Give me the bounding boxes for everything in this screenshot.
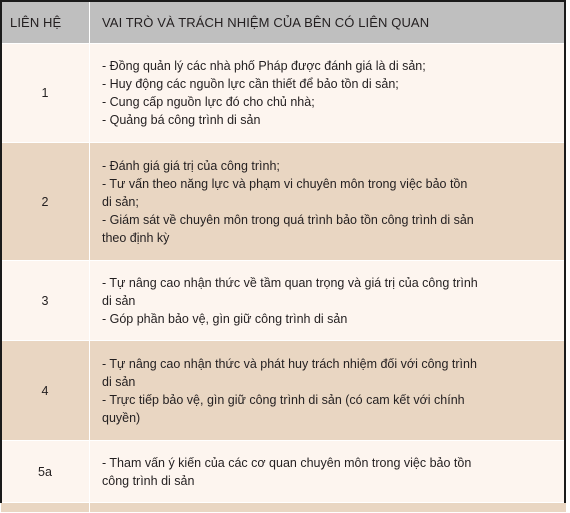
description-line: - Đồng quản lý các nhà phố Pháp được đánh giá là di sản; — [102, 59, 426, 73]
table-row-partial — [1, 503, 567, 513]
description-line: - Cung cấp nguồn lực đó cho chủ nhà; — [102, 95, 315, 109]
description-line: di sản — [102, 293, 136, 308]
header-roles: VAI TRÒ VÀ TRÁCH NHIỆM CỦA BÊN CÓ LIÊN QUAN — [90, 1, 567, 44]
description-line: theo định kỳ — [102, 230, 170, 245]
description-line: - Góp phần bảo vệ, gìn giữ công trình di sản — [102, 311, 348, 326]
description-line: - Giám sát về chuyên môn trong quá trình bảo tồn công trình di sản — [102, 212, 474, 227]
description-line: di sản; — [102, 194, 139, 209]
description-line: quyền) — [102, 410, 141, 425]
row-id: 1 — [1, 44, 90, 143]
row-id: 5a — [1, 441, 90, 503]
description-line: - Huy động các nguồn lực cần thiết để bảo tồn di sản; — [102, 77, 399, 91]
description-line: công trình di sản — [102, 473, 195, 488]
description-line: - Tự nâng cao nhận thức về tầm quan trọng và giá trị của công trình — [102, 275, 478, 290]
description-line: - Tư vấn theo năng lực và phạm vi chuyên môn trong việc bảo tồn — [102, 176, 468, 191]
description-line: - Quảng bá công trình di sản — [102, 113, 261, 127]
row-id: 3 — [1, 261, 90, 341]
row-id: 4 — [1, 341, 90, 441]
description-line: - Tham vấn ý kiến của các cơ quan chuyên môn trong việc bảo tồn — [102, 455, 472, 470]
description-line: - Trực tiếp bảo vệ, gìn giữ công trình di sản (có cam kết với chính — [102, 392, 465, 407]
description-line: di sản — [102, 374, 136, 389]
header-contact: LIÊN HỆ — [1, 1, 90, 44]
description-line: - Đánh giá giá trị của công trình; — [102, 158, 280, 173]
description-line: - Tự nâng cao nhận thức và phát huy trách nhiệm đối với công trình — [102, 356, 477, 371]
row-id: 2 — [1, 143, 90, 261]
